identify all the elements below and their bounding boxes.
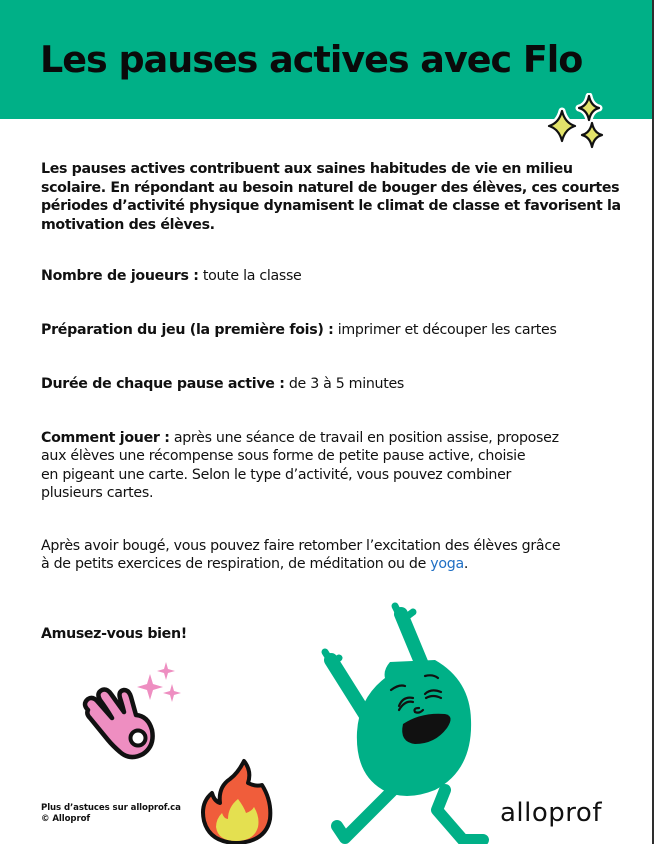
closing-text: Amusez-vous bien! — [41, 626, 187, 642]
field-duration — [41, 375, 404, 394]
flo-mascot — [295, 600, 495, 844]
sparkles-icon — [542, 93, 612, 157]
how-to-play-text: aux élèves une récompense sous forme de petite pause active, choisie — [41, 448, 526, 465]
how-to-play-text: plusieurs cartes. — [41, 484, 154, 501]
fire-icon — [196, 757, 276, 844]
ok-hand-icon — [78, 660, 188, 765]
footer — [41, 803, 181, 825]
field-players — [41, 267, 301, 286]
after-text: à de petits exercices de respiration, de méditation ou de — [41, 556, 431, 573]
after-paragraph — [41, 537, 631, 574]
field-preparation — [41, 321, 557, 340]
page-title: Les pauses actives avec Flo — [40, 38, 583, 81]
alloprof-logo: alloprof — [500, 798, 602, 828]
field-label: Durée de chaque pause active : — [41, 376, 285, 392]
how-to-play — [41, 429, 621, 502]
how-to-play-label: Comment jouer : — [41, 430, 170, 446]
field-value: toute la classe — [198, 268, 302, 284]
field-label: Nombre de joueurs : — [41, 268, 199, 284]
intro-paragraph: Les pauses actives contribuent aux saines habitudes de vie en milieu scolaire. En répondant au besoin naturel de bouger des élèves, ces courtes périodes d’activité physique dynamisent le climat de classe et favorisent la motivation des élèves. — [41, 161, 621, 233]
how-to-play-text: en pigeant une carte. Selon le type d’activité, vous pouvez combiner — [41, 466, 512, 483]
punctuation: . — [463, 556, 469, 573]
yoga-link[interactable]: yoga — [430, 556, 464, 573]
field-value: de 3 à 5 minutes — [284, 376, 405, 392]
after-text: Après avoir bougé, vous pouvez faire retomber l’excitation des élèves grâce — [41, 538, 561, 554]
how-to-play-text: après une séance de travail en position assise, proposez — [169, 430, 559, 446]
field-label: Préparation du jeu (la première fois) : — [41, 322, 334, 338]
field-value: imprimer et découper les cartes — [333, 322, 557, 338]
footer-tips: Plus d’astuces sur alloprof.ca — [41, 803, 181, 813]
footer-copyright: © Alloprof — [41, 814, 91, 824]
